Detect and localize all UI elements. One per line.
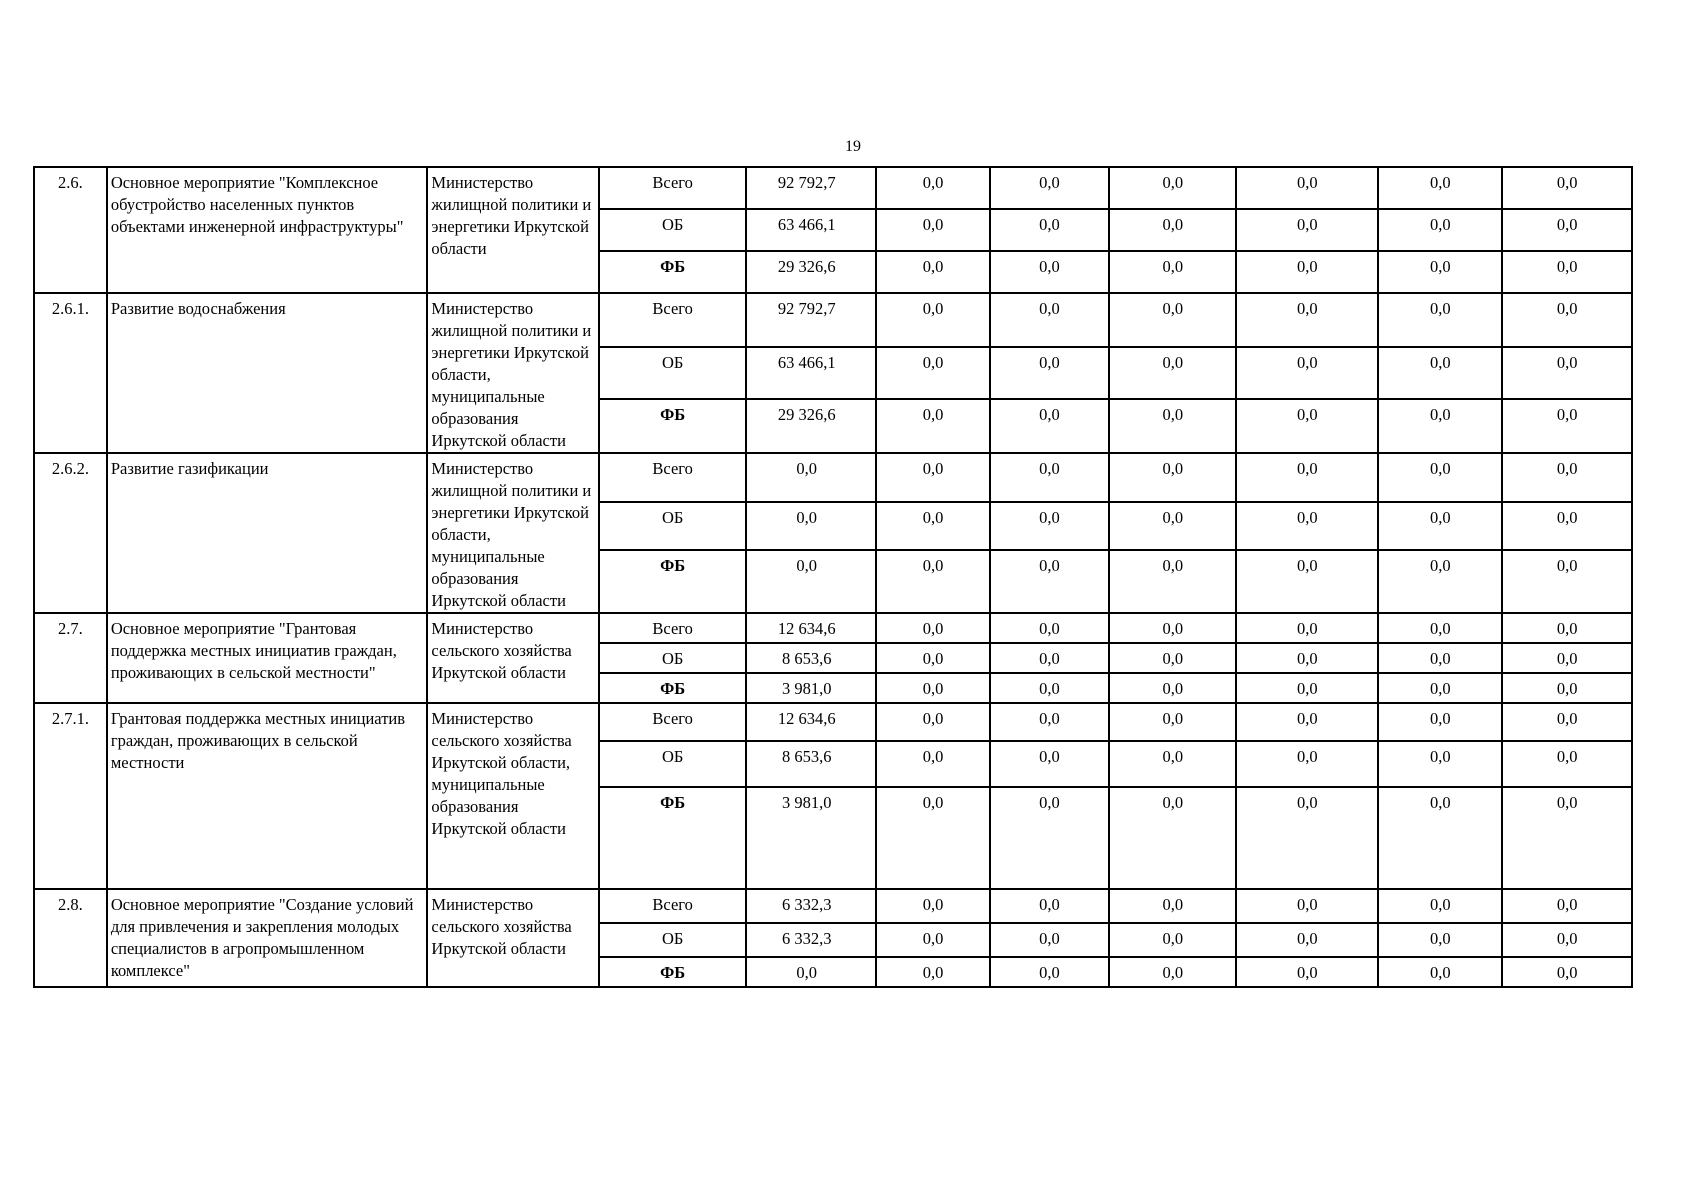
- executor: Министерство сельского хозяйства Иркутской области: [427, 613, 599, 703]
- year-value: 0,0: [1378, 673, 1502, 703]
- year-value: 0,0: [1378, 293, 1502, 347]
- executor: Министерство жилищной политики и энергетики Иркутской области, муниципальные образования Иркутской области: [427, 293, 599, 453]
- funding-source: Всего: [599, 293, 746, 347]
- year-value: 0,0: [1236, 673, 1378, 703]
- total-value: 0,0: [746, 550, 876, 613]
- year-value: 0,0: [1378, 167, 1502, 209]
- year-value: 0,0: [1502, 550, 1632, 613]
- row-number: 2.6.1.: [34, 293, 107, 453]
- activity-name: Развитие газификации: [107, 453, 428, 613]
- year-value: 0,0: [1109, 293, 1236, 347]
- year-value: 0,0: [876, 923, 989, 957]
- year-value: 0,0: [1378, 399, 1502, 453]
- year-value: 0,0: [1236, 209, 1378, 251]
- funding-source: Всего: [599, 703, 746, 741]
- total-value: 92 792,7: [746, 293, 876, 347]
- row-number: 2.6.: [34, 167, 107, 293]
- funding-source: Всего: [599, 613, 746, 643]
- funding-source: ОБ: [599, 347, 746, 399]
- funding-source: ФБ: [599, 251, 746, 293]
- year-value: 0,0: [876, 703, 989, 741]
- year-value: 0,0: [1236, 347, 1378, 399]
- year-value: 0,0: [876, 453, 989, 502]
- executor: Министерство сельского хозяйства Иркутской области, муниципальные образования Иркутской области: [427, 703, 599, 889]
- year-value: 0,0: [1378, 703, 1502, 741]
- year-value: 0,0: [876, 673, 989, 703]
- year-value: 0,0: [1502, 889, 1632, 923]
- funding-source: ФБ: [599, 787, 746, 889]
- total-value: 3 981,0: [746, 673, 876, 703]
- executor: Министерство жилищной политики и энергетики Иркутской области, муниципальные образования Иркутской области: [427, 453, 599, 613]
- year-value: 0,0: [1502, 741, 1632, 787]
- table-row: [34, 703, 1632, 741]
- year-value: 0,0: [876, 209, 989, 251]
- year-value: 0,0: [1378, 550, 1502, 613]
- year-value: 0,0: [1236, 399, 1378, 453]
- table-body: [34, 167, 1632, 987]
- year-value: 0,0: [1378, 613, 1502, 643]
- year-value: 0,0: [1109, 399, 1236, 453]
- year-value: 0,0: [1502, 643, 1632, 673]
- year-value: 0,0: [876, 643, 989, 673]
- year-value: 0,0: [1502, 251, 1632, 293]
- year-value: 0,0: [1502, 399, 1632, 453]
- table-row: [34, 167, 1632, 209]
- year-value: 0,0: [1236, 293, 1378, 347]
- funding-source: ОБ: [599, 502, 746, 551]
- year-value: 0,0: [1236, 167, 1378, 209]
- year-value: 0,0: [1502, 923, 1632, 957]
- year-value: 0,0: [1109, 703, 1236, 741]
- year-value: 0,0: [1502, 293, 1632, 347]
- year-value: 0,0: [876, 741, 989, 787]
- year-value: 0,0: [1236, 643, 1378, 673]
- year-value: 0,0: [876, 399, 989, 453]
- year-value: 0,0: [1378, 787, 1502, 889]
- year-value: 0,0: [1236, 453, 1378, 502]
- year-value: 0,0: [1109, 643, 1236, 673]
- funding-source: Всего: [599, 453, 746, 502]
- year-value: 0,0: [1502, 957, 1632, 987]
- year-value: 0,0: [1236, 502, 1378, 551]
- row-number: 2.8.: [34, 889, 107, 987]
- year-value: 0,0: [1236, 613, 1378, 643]
- total-value: 6 332,3: [746, 923, 876, 957]
- year-value: 0,0: [1378, 347, 1502, 399]
- year-value: 0,0: [1109, 550, 1236, 613]
- year-value: 0,0: [1109, 347, 1236, 399]
- year-value: 0,0: [1378, 209, 1502, 251]
- table-row: [34, 293, 1632, 347]
- year-value: 0,0: [1109, 741, 1236, 787]
- page-number: 19: [845, 138, 861, 155]
- year-value: 0,0: [1502, 453, 1632, 502]
- year-value: 0,0: [1109, 957, 1236, 987]
- year-value: 0,0: [1502, 347, 1632, 399]
- year-value: 0,0: [1502, 167, 1632, 209]
- activity-name: Основное мероприятие "Комплексное обустройство населенных пунктов объектами инженерной инфраструктуры": [107, 167, 428, 293]
- activity-name: Грантовая поддержка местных инициатив граждан, проживающих в сельской местности: [107, 703, 428, 889]
- year-value: 0,0: [1109, 502, 1236, 551]
- total-value: 92 792,7: [746, 167, 876, 209]
- year-value: 0,0: [876, 502, 989, 551]
- funding-table: [33, 166, 1633, 988]
- year-value: 0,0: [1378, 889, 1502, 923]
- funding-source: Всего: [599, 889, 746, 923]
- year-value: 0,0: [1378, 502, 1502, 551]
- executor: Министерство жилищной политики и энергетики Иркутской области: [427, 167, 599, 293]
- year-value: 0,0: [990, 453, 1109, 502]
- total-value: 8 653,6: [746, 741, 876, 787]
- row-number: 2.7.: [34, 613, 107, 703]
- total-value: 8 653,6: [746, 643, 876, 673]
- year-value: 0,0: [1236, 251, 1378, 293]
- year-value: 0,0: [990, 703, 1109, 741]
- year-value: 0,0: [1236, 703, 1378, 741]
- year-value: 0,0: [1109, 209, 1236, 251]
- year-value: 0,0: [990, 673, 1109, 703]
- funding-source: ФБ: [599, 550, 746, 613]
- year-value: 0,0: [990, 502, 1109, 551]
- funding-source: Всего: [599, 167, 746, 209]
- year-value: 0,0: [1236, 787, 1378, 889]
- year-value: 0,0: [1236, 957, 1378, 987]
- year-value: 0,0: [876, 293, 989, 347]
- year-value: 0,0: [1502, 613, 1632, 643]
- year-value: 0,0: [1378, 923, 1502, 957]
- funding-source: ОБ: [599, 741, 746, 787]
- year-value: 0,0: [876, 787, 989, 889]
- year-value: 0,0: [990, 293, 1109, 347]
- year-value: 0,0: [990, 787, 1109, 889]
- table-row: [34, 613, 1632, 643]
- row-number: 2.6.2.: [34, 453, 107, 613]
- total-value: 0,0: [746, 502, 876, 551]
- funding-source: ОБ: [599, 209, 746, 251]
- year-value: 0,0: [1109, 613, 1236, 643]
- year-value: 0,0: [1378, 453, 1502, 502]
- total-value: 0,0: [746, 453, 876, 502]
- year-value: 0,0: [990, 741, 1109, 787]
- year-value: 0,0: [1378, 251, 1502, 293]
- year-value: 0,0: [1109, 673, 1236, 703]
- year-value: 0,0: [1378, 957, 1502, 987]
- year-value: 0,0: [990, 643, 1109, 673]
- total-value: 12 634,6: [746, 613, 876, 643]
- executor: Министерство сельского хозяйства Иркутской области: [427, 889, 599, 987]
- total-value: 0,0: [746, 957, 876, 987]
- year-value: 0,0: [876, 167, 989, 209]
- year-value: 0,0: [876, 889, 989, 923]
- funding-source: ФБ: [599, 673, 746, 703]
- total-value: 3 981,0: [746, 787, 876, 889]
- total-value: 12 634,6: [746, 703, 876, 741]
- year-value: 0,0: [1109, 167, 1236, 209]
- total-value: 63 466,1: [746, 347, 876, 399]
- activity-name: Развитие водоснабжения: [107, 293, 428, 453]
- year-value: 0,0: [990, 251, 1109, 293]
- year-value: 0,0: [1502, 673, 1632, 703]
- year-value: 0,0: [1109, 889, 1236, 923]
- year-value: 0,0: [990, 889, 1109, 923]
- table-row: [34, 889, 1632, 923]
- year-value: 0,0: [1236, 741, 1378, 787]
- total-value: 6 332,3: [746, 889, 876, 923]
- year-value: 0,0: [990, 613, 1109, 643]
- year-value: 0,0: [876, 251, 989, 293]
- year-value: 0,0: [990, 957, 1109, 987]
- year-value: 0,0: [1378, 741, 1502, 787]
- year-value: 0,0: [876, 550, 989, 613]
- year-value: 0,0: [1236, 889, 1378, 923]
- year-value: 0,0: [990, 923, 1109, 957]
- year-value: 0,0: [876, 347, 989, 399]
- year-value: 0,0: [990, 209, 1109, 251]
- year-value: 0,0: [1109, 251, 1236, 293]
- row-number: 2.7.1.: [34, 703, 107, 889]
- year-value: 0,0: [876, 613, 989, 643]
- funding-source: ОБ: [599, 923, 746, 957]
- year-value: 0,0: [1502, 502, 1632, 551]
- total-value: 29 326,6: [746, 251, 876, 293]
- year-value: 0,0: [990, 550, 1109, 613]
- total-value: 29 326,6: [746, 399, 876, 453]
- year-value: 0,0: [1502, 209, 1632, 251]
- year-value: 0,0: [990, 399, 1109, 453]
- year-value: 0,0: [1109, 923, 1236, 957]
- activity-name: Основное мероприятие "Создание условий для привлечения и закрепления молодых специалистов в агропромышленном комплексе": [107, 889, 428, 987]
- funding-source: ФБ: [599, 957, 746, 987]
- year-value: 0,0: [876, 957, 989, 987]
- year-value: 0,0: [990, 167, 1109, 209]
- total-value: 63 466,1: [746, 209, 876, 251]
- year-value: 0,0: [1236, 550, 1378, 613]
- year-value: 0,0: [1109, 453, 1236, 502]
- year-value: 0,0: [1502, 787, 1632, 889]
- year-value: 0,0: [990, 347, 1109, 399]
- year-value: 0,0: [1378, 643, 1502, 673]
- funding-source: ОБ: [599, 643, 746, 673]
- funding-source: ФБ: [599, 399, 746, 453]
- year-value: 0,0: [1109, 787, 1236, 889]
- table-row: [34, 453, 1632, 502]
- activity-name: Основное мероприятие "Грантовая поддержка местных инициатив граждан, проживающих в сельской местности": [107, 613, 428, 703]
- year-value: 0,0: [1502, 703, 1632, 741]
- year-value: 0,0: [1236, 923, 1378, 957]
